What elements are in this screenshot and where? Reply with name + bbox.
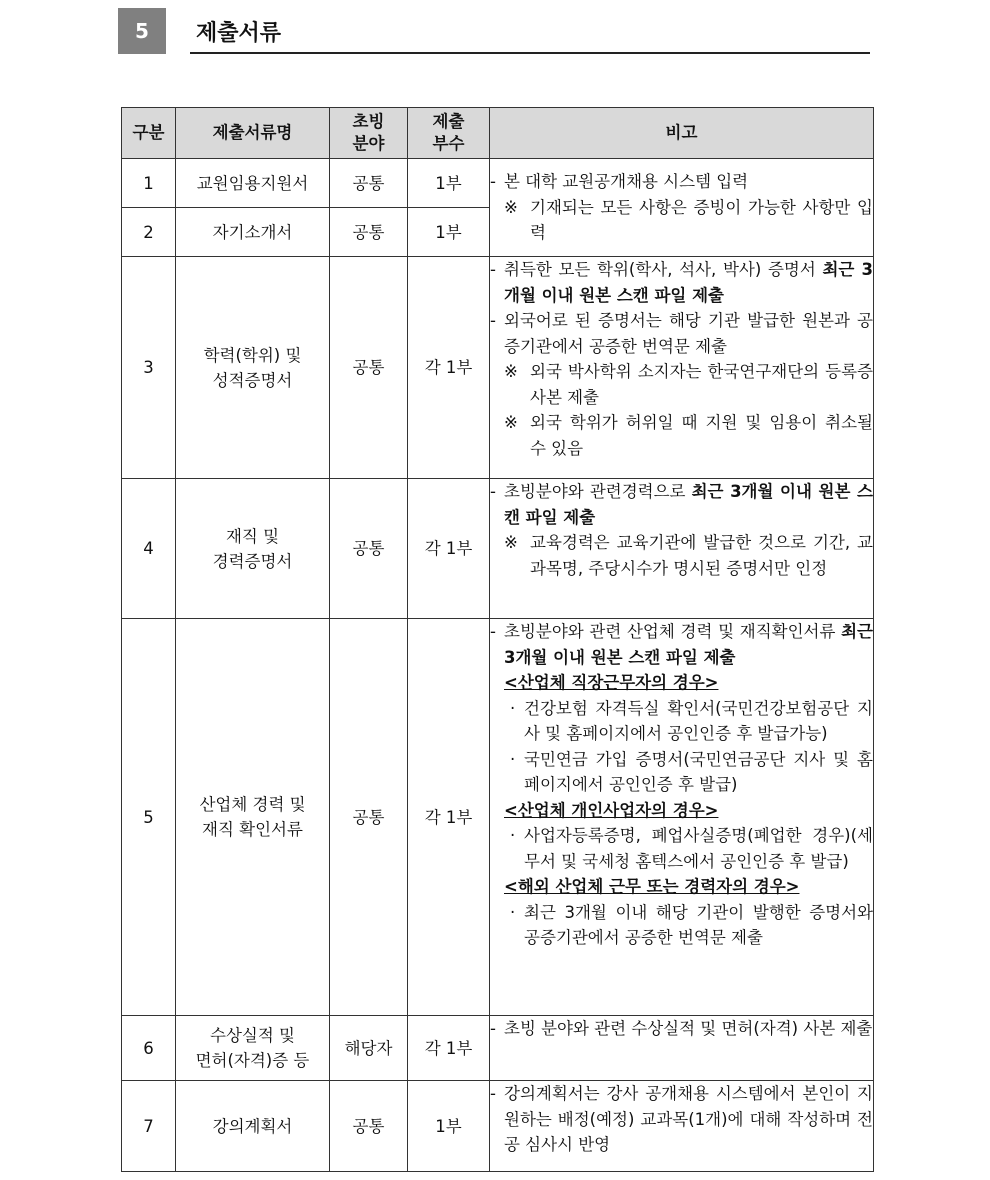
doc-copies: 각 1부 xyxy=(408,619,490,1016)
table-header-row xyxy=(122,108,874,159)
doc-copies: 1부 xyxy=(408,159,490,208)
table-row xyxy=(122,479,874,619)
doc-name: 산업체 경력 및 재직 확인서류 xyxy=(176,619,330,1016)
note-cell xyxy=(490,257,874,479)
doc-field: 공통 xyxy=(330,208,408,257)
note-item: - 취득한 모든 학위(학사, 석사, 박사) 증명서 최근 3개월 이내 원본 스캔 파일 제출 xyxy=(490,260,874,305)
doc-field: 공통 xyxy=(330,1081,408,1172)
doc-field: 공통 xyxy=(330,159,408,208)
doc-field: 공통 xyxy=(330,619,408,1016)
doc-copies: 각 1부 xyxy=(408,257,490,479)
case-item: · 국민연금 가입 증명서(국민연금공단 지사 및 홈페이지에서 공인인증 후 발급) xyxy=(510,749,873,794)
section-title: 제출서류 xyxy=(196,21,282,46)
note-reference: ※ 기재되는 모든 사항은 증빙이 가능한 사항만 입력 xyxy=(504,197,873,243)
section-header xyxy=(118,8,870,54)
doc-field: 공통 xyxy=(330,479,408,619)
header-copies: 제출 부수 xyxy=(408,108,490,159)
case-item: · 사업자등록증명, 폐업사실증명(폐업한 경우)(세무서 및 국세청 홈텍스에서 공인인증 후 발급) xyxy=(510,826,873,871)
header-gubun: 구분 xyxy=(122,108,176,159)
row-number: 5 xyxy=(122,619,176,1016)
row-number: 1 xyxy=(122,159,176,208)
section-title-underline xyxy=(190,52,870,54)
doc-copies: 1부 xyxy=(408,208,490,257)
table-row xyxy=(122,1081,874,1172)
section-number: 5 xyxy=(118,8,166,54)
row-number: 7 xyxy=(122,1081,176,1172)
documents-table xyxy=(121,107,874,1172)
doc-name: 학력(학위) 및 성적증명서 xyxy=(176,257,330,479)
doc-name: 재직 및 경력증명서 xyxy=(176,479,330,619)
note-item: - 외국어로 된 증명서는 해당 기관 발급한 원본과 공증기관에서 공증한 번역문 제출 xyxy=(490,311,873,356)
case-item: · 건강보험 자격득실 확인서(국민건강보험공단 지사 및 홈페이지에서 공인인증 후 발급가능) xyxy=(510,698,873,743)
note-cell xyxy=(490,479,874,619)
case-item: · 최근 3개월 이내 해당 기관이 발행한 증명서와 공증기관에서 공증한 번역문 제출 xyxy=(510,902,873,947)
case-heading: <산업체 개인사업자의 경우> xyxy=(504,800,719,820)
note-reference: ※ 외국 박사학위 소지자는 한국연구재단의 등록증 사본 제출 xyxy=(504,362,873,407)
table-row xyxy=(122,257,874,479)
row-number: 6 xyxy=(122,1016,176,1081)
row-number: 3 xyxy=(122,257,176,479)
doc-field: 해당자 xyxy=(330,1016,408,1081)
note-item: - 강의계획서는 강사 공개채용 시스템에서 본인이 지원하는 배정(예정) 교과목(1개)에 대해 작성하며 전공 심사시 반영 xyxy=(490,1084,873,1154)
note-cell xyxy=(490,1081,874,1172)
note-item: - 초빙분야와 관련경력으로 최근 3개월 이내 원본 스캔 파일 제출 xyxy=(490,482,873,527)
doc-field: 공통 xyxy=(330,257,408,479)
note-reference: ※ 외국 학위가 허위일 때 지원 및 임용이 취소될 수 있음 xyxy=(504,413,873,458)
doc-name: 자기소개서 xyxy=(176,208,330,257)
note-reference: ※ 교육경력은 교육기관에 발급한 것으로 기간, 교과목명, 주당시수가 명시된 증명서만 인정 xyxy=(504,533,873,578)
doc-copies: 1부 xyxy=(408,1081,490,1172)
note-cell xyxy=(490,619,874,1016)
table-row xyxy=(122,1016,874,1081)
doc-name: 수상실적 및 면허(자격)증 등 xyxy=(176,1016,330,1081)
doc-name: 강의계획서 xyxy=(176,1081,330,1172)
header-note: 비고 xyxy=(490,108,874,159)
doc-name: 교원임용지원서 xyxy=(176,159,330,208)
note-cell xyxy=(490,1016,874,1081)
table-row xyxy=(122,159,874,208)
note-item: - 본 대학 교원공개채용 시스템 입력 xyxy=(490,172,749,192)
note-item: - 초빙분야와 관련 산업체 경력 및 재직확인서류 최근 3개월 이내 원본 스캔 파일 제출 xyxy=(490,622,873,667)
table-row xyxy=(122,619,874,1016)
header-field: 초빙 분야 xyxy=(330,108,408,159)
doc-copies: 각 1부 xyxy=(408,479,490,619)
note-item: - 초빙 분야와 관련 수상실적 및 면허(자격) 사본 제출 xyxy=(490,1019,873,1038)
case-heading: <산업체 직장근무자의 경우> xyxy=(504,673,719,692)
doc-copies: 각 1부 xyxy=(408,1016,490,1081)
note-cell xyxy=(490,159,874,257)
row-number: 4 xyxy=(122,479,176,619)
case-heading: <해외 산업체 근무 또는 경력자의 경우> xyxy=(504,877,800,896)
header-doc-name: 제출서류명 xyxy=(176,108,330,159)
row-number: 2 xyxy=(122,208,176,257)
